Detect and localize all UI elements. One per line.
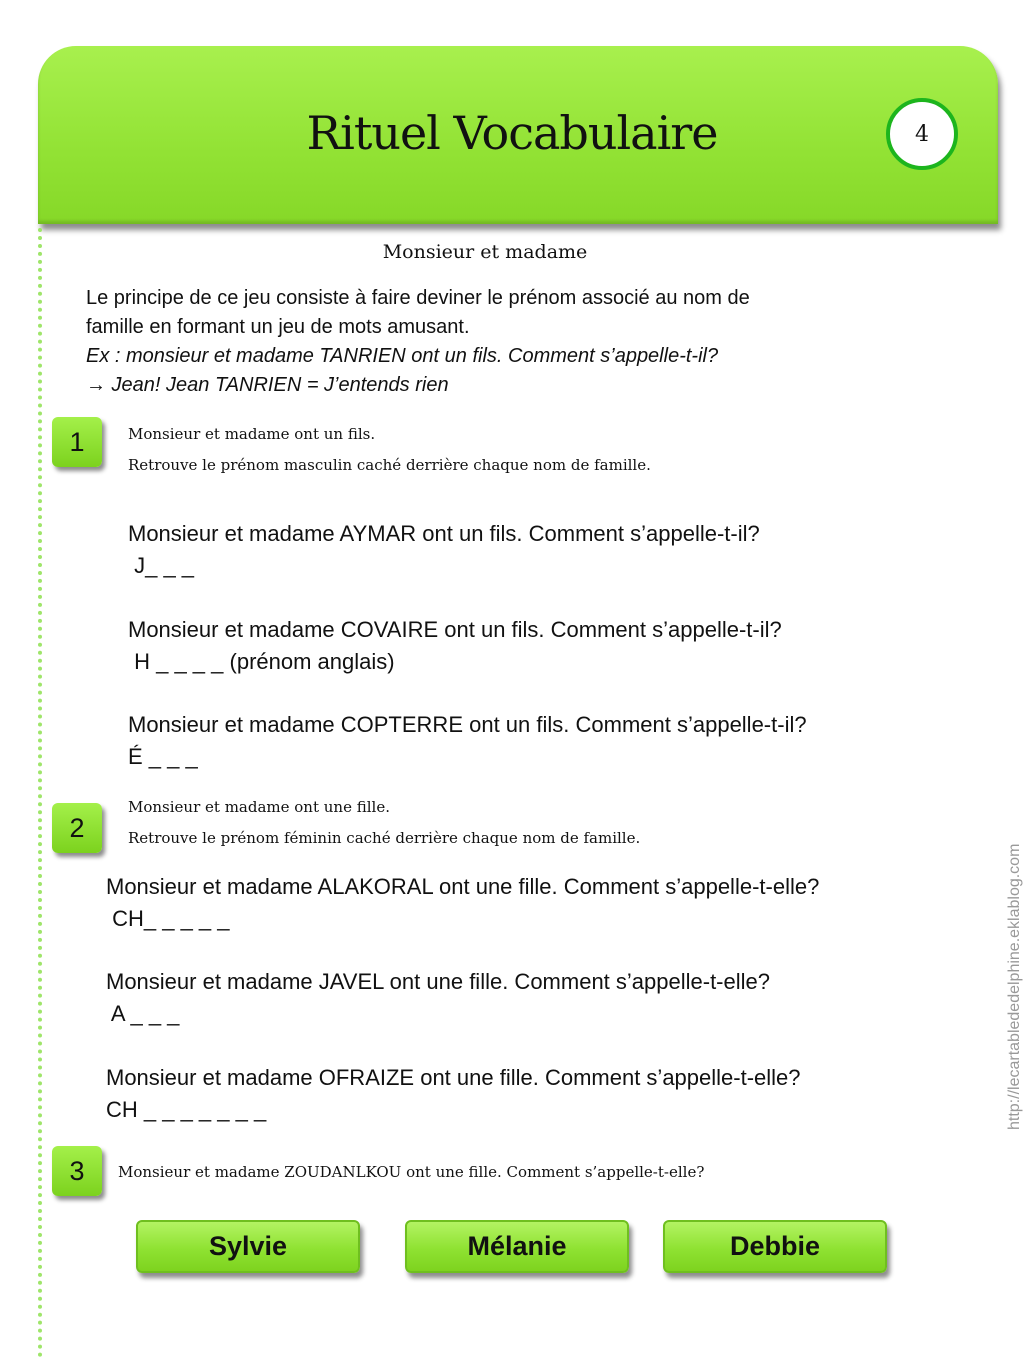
section-3-question: Monsieur et madame ZOUDANLKOU ont une fille. Comment s’appelle-t-elle? [118,1163,705,1181]
answer-option-button[interactable]: Debbie [663,1220,887,1273]
instruction-line: Monsieur et madame ont une fille. [128,798,390,816]
question-block [128,518,760,582]
answer-option-button[interactable]: Sylvie [136,1220,360,1273]
instruction-line: Retrouve le prénom masculin caché derrière chaque nom de famille. [128,456,651,474]
section-1-badge: 1 [52,417,102,467]
answer-option-button[interactable]: Mélanie [405,1220,629,1273]
question-block [128,614,782,678]
page-title: Rituel Vocabulaire [306,106,718,160]
intro-line: Le principe de ce jeu consiste à faire deviner le prénom associé au nom de [86,287,750,309]
intro-line: famille en formant un jeu de mots amusant. [86,316,470,338]
question-block [128,709,807,773]
section-3-badge: 3 [52,1146,102,1196]
section-2-badge: 2 [52,803,102,853]
dotted-divider [38,228,42,1358]
question-block [106,1062,801,1126]
question-text: Monsieur et madame COPTERRE ont un fils. Comment s’appelle-t-il? [128,712,807,737]
question-text: Monsieur et madame ALAKORAL ont une fille. Comment s’appelle-t-elle? [106,874,820,899]
answer-hint: A _ _ _ [106,1001,180,1026]
question-text: Monsieur et madame AYMAR ont un fils. Comment s’appelle-t-il? [128,521,760,546]
answer-hint: J_ _ _ [128,553,195,578]
instruction-line: Monsieur et madame ont un fils. [128,425,376,443]
section-1-instructions [128,419,651,481]
website-watermark: http://lecartablededelphine.eklablog.com [1006,843,1023,1130]
question-text: Monsieur et madame JAVEL ont une fille. Comment s’appelle-t-elle? [106,969,770,994]
answer-hint: É _ _ _ [128,744,198,769]
page-number-badge: 4 [886,98,958,170]
section-2-instructions [128,792,640,854]
instruction-line: Retrouve le prénom féminin caché derrière chaque nom de famille. [128,829,641,847]
question-text: Monsieur et madame COVAIRE ont un fils. Comment s’appelle-t-il? [128,617,782,642]
answer-hint: H _ _ _ _ (prénom anglais) [128,649,395,674]
question-block [106,966,770,1030]
intro-answer: → Jean! Jean TANRIEN = J’entends rien [86,374,449,396]
page-subtitle: Monsieur et madame [382,241,588,263]
question-block [106,871,819,935]
intro-example: Ex : monsieur et madame TANRIEN ont un fils. Comment s’appelle-t-il? [86,345,719,367]
answer-hint: CH _ _ _ _ _ _ _ [106,1097,267,1122]
answer-hint: CH_ _ _ _ _ [106,906,230,931]
intro-text [86,284,986,400]
question-text: Monsieur et madame OFRAIZE ont une fille. Comment s’appelle-t-elle? [106,1065,801,1090]
